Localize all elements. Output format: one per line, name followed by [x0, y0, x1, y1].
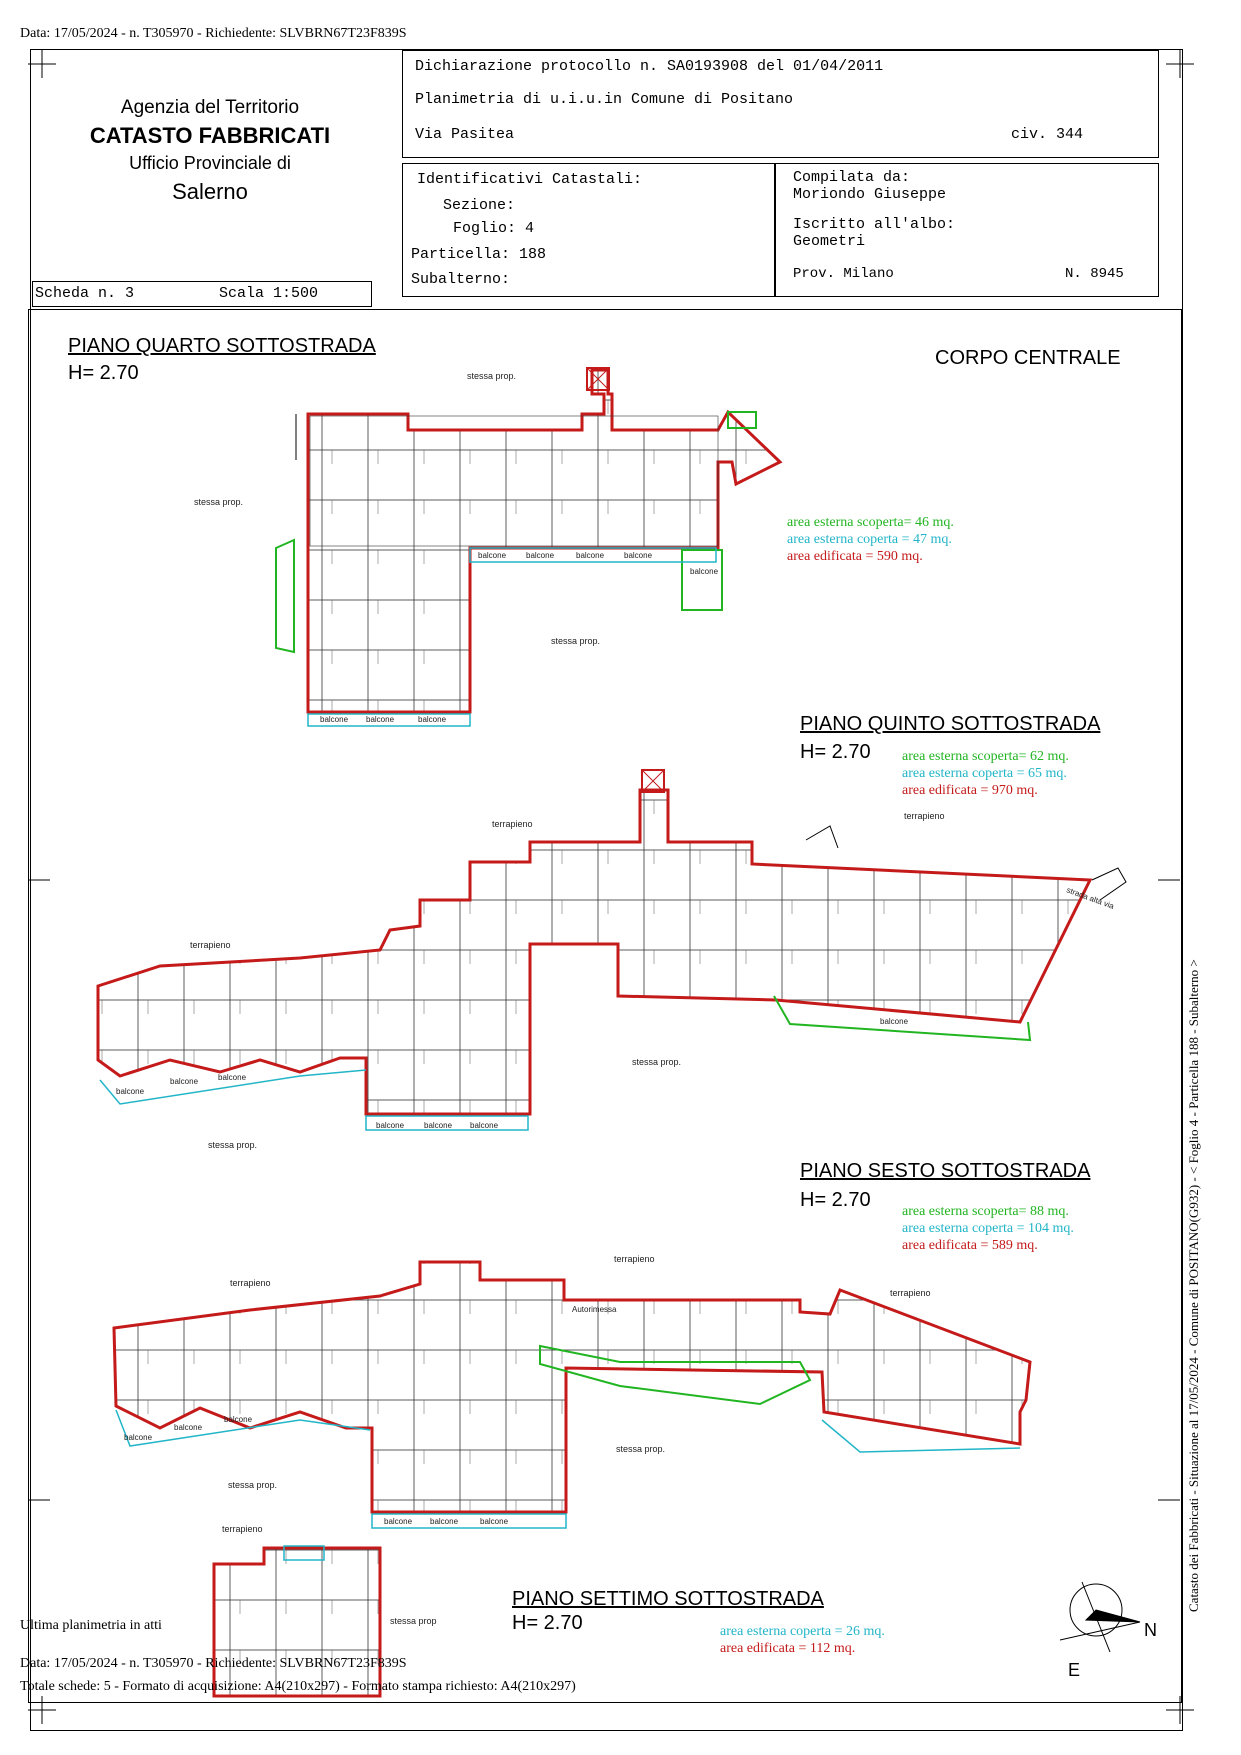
iscrizione-number: N. 8945 [1065, 266, 1124, 282]
svg-text:Autorimessa: Autorimessa [572, 1305, 617, 1314]
floor-7-area-edificata: area edificata = 112 mq. [720, 1641, 856, 1656]
floor-5-area-scoperta: area esterna scoperta= 62 mq. [902, 749, 1069, 764]
label-stessa-prop-5: stessa prop. [208, 1140, 258, 1150]
label-terrapieno-3: terrapieno [190, 940, 231, 950]
compilata-name: Moriondo Giuseppe [793, 186, 947, 203]
floor-6-outline [114, 1262, 1030, 1512]
compilata-title: Compilata da: [793, 169, 911, 186]
identificativi-title: Identificativi Catastali: [417, 171, 643, 188]
dichiarazione: Dichiarazione protocollo n. SA0193908 del 01/04/2011 [415, 58, 884, 75]
svg-text:balcone: balcone [170, 1077, 199, 1086]
floor-7-area-coperta: area esterna coperta = 26 mq. [720, 1624, 885, 1639]
top-data-line: Data: 17/05/2024 - n. T305970 - Richiedente: SLVBRN67T23F839S [20, 26, 407, 41]
floor-6-title: PIANO SESTO SOTTOSTRADA [800, 1160, 1091, 1182]
planimetria-line: Planimetria di u.i.u.in Comune di Positano [415, 91, 794, 108]
floor-6-height: H= 2.70 [800, 1189, 871, 1211]
label-stessa-prop-6: stessa prop. [616, 1444, 666, 1454]
catasto-title: CATASTO FABBRICATI [89, 123, 331, 148]
floor-6-area-edificata: area edificata = 589 mq. [902, 1238, 1038, 1253]
compass-n: N [1144, 1620, 1157, 1640]
plan-floor-5 [98, 770, 1126, 1130]
svg-text:balcone: balcone [384, 1517, 413, 1526]
floor-4-area-edificata: area edificata = 590 mq. [787, 549, 923, 564]
svg-text:balcone: balcone [430, 1517, 459, 1526]
svg-text:balcone: balcone [470, 1121, 499, 1130]
floor-7-height: H= 2.70 [512, 1612, 583, 1634]
floor-5-area-coperta: area esterna coperta = 65 mq. [902, 766, 1067, 781]
label-stessa-prop-1: stessa prop. [467, 371, 517, 381]
svg-text:balcone: balcone [418, 715, 447, 724]
label-terrapieno-4: terrapieno [230, 1278, 271, 1288]
floor-4-height: H= 2.70 [68, 362, 139, 384]
foglio-label: Foglio: 4 [453, 220, 535, 237]
floor-5-area-edificata: area edificata = 970 mq. [902, 783, 1038, 798]
svg-text:balcone: balcone [424, 1121, 453, 1130]
svg-text:balcone: balcone [376, 1121, 405, 1130]
svg-text:balcone: balcone [366, 715, 395, 724]
svg-text:balcone: balcone [690, 567, 719, 576]
svg-text:balcone: balcone [624, 551, 653, 560]
albo-value: Geometri [793, 233, 866, 250]
floor-4-area-scoperta: area esterna scoperta= 46 mq. [787, 515, 954, 530]
iscritto-label: Iscritto all'albo: [793, 216, 956, 233]
floor-7-title: PIANO SETTIMO SOTTOSTRADA [512, 1588, 824, 1610]
floor-7-outline [214, 1548, 380, 1696]
bottom-data-line: Data: 17/05/2024 - n. T305970 - Richiedente: SLVBRN67T23F839S [20, 1656, 407, 1671]
city-name: Salerno [172, 179, 248, 204]
label-stessa-prop-4: stessa prop. [632, 1057, 682, 1067]
prov-label: Prov. Milano [793, 266, 894, 282]
floor-5-height: H= 2.70 [800, 741, 871, 763]
plan-floor-7 [214, 1546, 380, 1696]
north-arrow [1060, 1582, 1140, 1652]
corpo-centrale: CORPO CENTRALE [935, 347, 1121, 369]
compass-e: E [1068, 1660, 1081, 1680]
label-stessa-prop-8: stessa prop [390, 1616, 437, 1626]
plan-floor-4 [276, 368, 780, 726]
civ-line: civ. 344 [1011, 126, 1084, 143]
svg-text:balcone: balcone [480, 1517, 509, 1526]
floor-5-outline [98, 790, 1090, 1114]
floor-4-outline [308, 370, 780, 712]
scheda-label: Scheda n. 3 [35, 285, 135, 302]
label-terrapieno-6: terrapieno [890, 1288, 931, 1298]
floor-6-area-scoperta: area esterna scoperta= 88 mq. [902, 1204, 1069, 1219]
label-terrapieno-2: terrapieno [904, 811, 945, 821]
svg-text:balcone: balcone [320, 715, 349, 724]
scale-label: Scala 1:500 [219, 285, 319, 302]
svg-text:balcone: balcone [124, 1433, 153, 1442]
label-stessa-prop-7: stessa prop. [228, 1480, 278, 1490]
agency-name: Agenzia del Territorio [120, 97, 300, 118]
svg-text:balcone: balcone [576, 551, 605, 560]
svg-text:balcone: balcone [526, 551, 555, 560]
floor-5-title: PIANO QUINTO SOTTOSTRADA [800, 713, 1101, 735]
floor-4-area-coperta: area esterna coperta = 47 mq. [787, 532, 952, 547]
label-stessa-prop-3: stessa prop. [551, 636, 601, 646]
vertical-catasto-note: Catasto dei Fabbricati - Situazione al 17/05/2024 - Comune di POSITANO(G932) - < Foglio 4 - Particella 188 - Subalterno > [1186, 959, 1201, 1612]
svg-text:balcone: balcone [880, 1017, 909, 1026]
floor-4-title: PIANO QUARTO SOTTOSTRADA [68, 335, 376, 357]
svg-text:strada alta via: strada alta via [1065, 885, 1116, 911]
svg-text:balcone: balcone [218, 1073, 247, 1082]
label-terrapieno-1: terrapieno [492, 819, 533, 829]
label-terrapieno-5: terrapieno [614, 1254, 655, 1264]
via-line: Via Pasitea [415, 126, 515, 143]
totale-schede-line: Totale schede: 5 - Formato di acquisizione: A4(210x297) - Formato stampa richiesto: A4(210x297) [20, 1679, 576, 1694]
subalterno-label: Subalterno: [411, 271, 511, 288]
svg-text:balcone: balcone [174, 1423, 203, 1432]
svg-text:balcone: balcone [478, 551, 507, 560]
svg-text:balcone: balcone [116, 1087, 145, 1096]
sezione-label: Sezione: [443, 197, 516, 214]
ufficio-label: Ufficio Provinciale di [129, 153, 291, 173]
ultima-planimetria: Ultima planimetria in atti [20, 1618, 162, 1633]
label-terrapieno-7: terrapieno [222, 1524, 263, 1534]
particella-label: Particella: 188 [411, 246, 547, 263]
label-stessa-prop-2: stessa prop. [194, 497, 244, 507]
svg-text:balcone: balcone [224, 1415, 253, 1424]
floor-6-area-coperta: area esterna coperta = 104 mq. [902, 1221, 1074, 1236]
